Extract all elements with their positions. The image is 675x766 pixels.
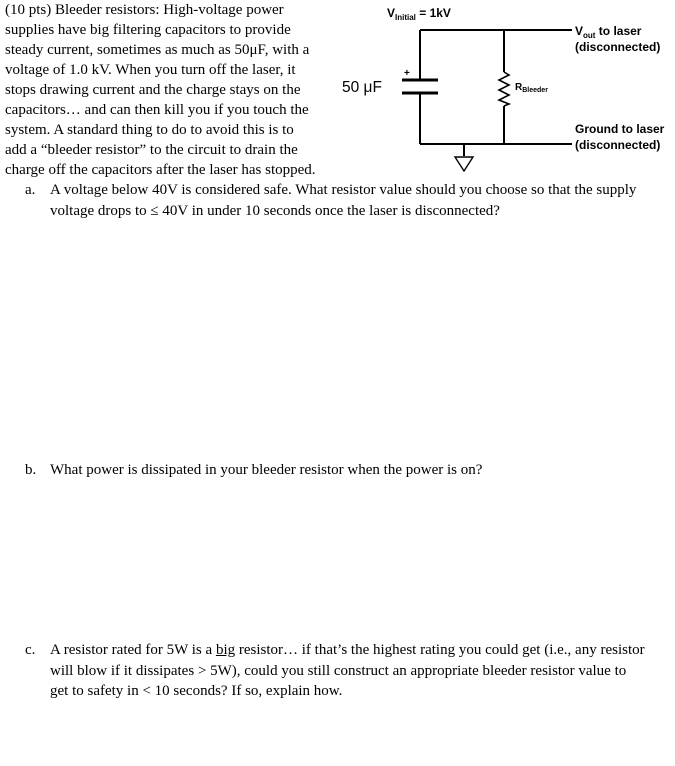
intro-line: (10 pts) Bleeder resistors: High-voltage power	[5, 2, 284, 18]
resistor-label: $R_{Bleeder}$	[515, 82, 548, 94]
vout-label: $V_{out}$ to laser	[575, 24, 642, 40]
question-text-after: resistor… if that’s the highest rating you could get (i.e., any resistor will blow if it dissipates > 5W), could you still construct an appropriate bleeder resistor value to get to safety in < 10 seconds? If so, explain how.	[50, 642, 645, 699]
underlined-word: big	[215, 642, 236, 658]
question-text: What power is dissipated in your bleeder resistor when the power is on?	[50, 462, 483, 478]
question-letter: b.	[25, 462, 37, 478]
ground-icon	[455, 157, 473, 171]
question-letter: c.	[25, 642, 36, 658]
question-text: A voltage below 40V is considered safe. What resistor value should you choose so that the supply voltage drops to ≤ 40V in under 10 seconds once the laser is disconnected?	[50, 182, 637, 219]
question-c	[25, 640, 645, 702]
plus-sign: +	[404, 68, 410, 79]
resistor-symbol	[499, 72, 509, 106]
capacitor-symbol	[402, 80, 438, 93]
intro-line: system. A standard thing to do to avoid this is to	[5, 122, 294, 138]
ground-disconnected-label: (disconnected)	[575, 138, 661, 152]
circuit-wires	[420, 30, 572, 156]
intro-line: supplies have big filtering capacitors to provide	[5, 22, 291, 38]
vout-disconnected-label: (disconnected)	[575, 40, 661, 54]
intro-line: steady current, sometimes as much as 50μF, with a	[5, 42, 310, 58]
v-initial-label: $V_{Initial} = 1kV$	[387, 6, 451, 22]
intro-line: voltage of 1.0 kV. When you turn off the laser, it	[5, 62, 296, 78]
ground-label: Ground to laser	[575, 122, 665, 136]
intro-line: capacitors… and can then kill you if you touch the	[5, 102, 309, 118]
question-text	[50, 640, 645, 702]
circuit-diagram	[0, 0, 675, 200]
question-letter: a.	[25, 182, 36, 198]
question-a	[25, 180, 645, 221]
intro-line: stops drawing current and the charge stays on the	[5, 82, 301, 98]
question-b	[25, 460, 645, 481]
question-text-before: A resistor rated for 5W is a	[50, 642, 216, 658]
intro-tail: charge off the capacitors after the laser has stopped.	[5, 162, 316, 178]
intro-line: add a “bleeder resistor” to the circuit to drain the	[5, 142, 298, 158]
capacitance-label: 50 μF	[342, 79, 382, 96]
